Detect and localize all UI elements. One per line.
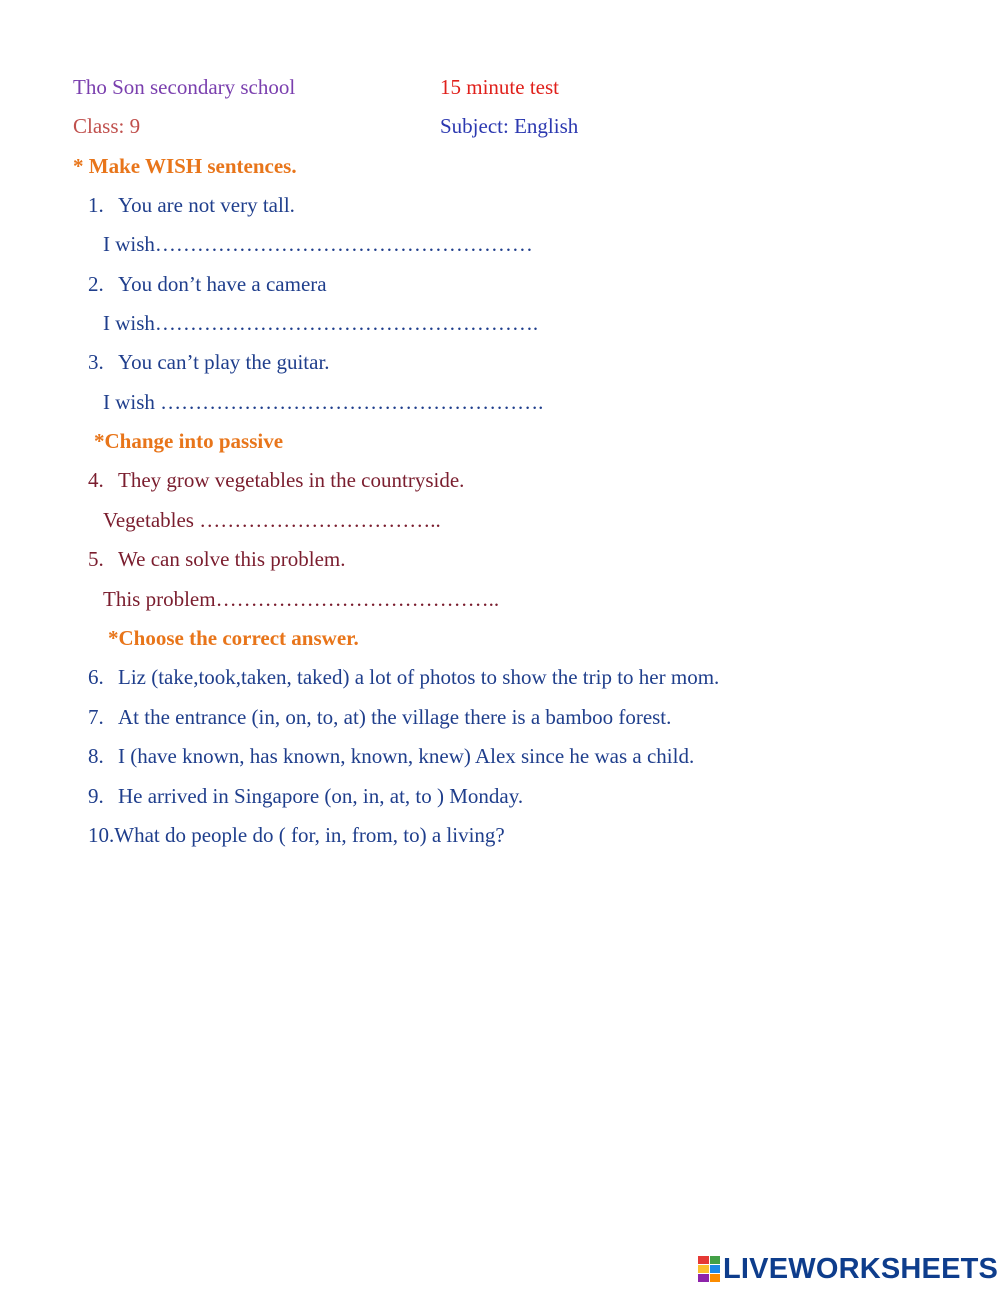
- question-number: 1.: [88, 193, 104, 217]
- question-text: Liz (take,took,taken, taked) a lot of photos to show the trip to her mom.: [118, 665, 720, 689]
- answer-line-1[interactable]: I wish………………………………………………: [103, 232, 533, 256]
- question-2: [88, 272, 327, 296]
- question-number: 4.: [88, 468, 104, 492]
- question-5: [88, 547, 346, 571]
- question-text: We can solve this problem.: [118, 547, 346, 571]
- question-number: 7.: [88, 705, 104, 729]
- logo-blocks-icon: [698, 1256, 720, 1282]
- question-text: At the entrance (in, on, to, at) the village there is a bamboo forest.: [118, 705, 672, 729]
- question-number: 6.: [88, 665, 104, 689]
- question-10: [88, 823, 505, 847]
- question-number: 5.: [88, 547, 104, 571]
- class-label: Class: 9: [73, 114, 141, 138]
- question-number: 9.: [88, 784, 104, 808]
- answer-line-2[interactable]: I wish……………………………………………….: [103, 311, 539, 335]
- question-text: You can’t play the guitar.: [118, 350, 330, 374]
- answer-line-5[interactable]: This problem…………………………………..: [103, 587, 500, 611]
- question-1: [88, 193, 295, 217]
- school-name: Tho Son secondary school: [73, 75, 296, 99]
- question-number: 10.: [88, 823, 115, 847]
- answer-line-3[interactable]: I wish ……………………………………………….: [103, 390, 544, 414]
- question-3: [88, 350, 330, 374]
- question-7: [88, 705, 671, 729]
- question-text: He arrived in Singapore (on, in, at, to ) Monday.: [118, 784, 524, 808]
- section-wish-heading: * Make WISH sentences.: [73, 154, 297, 178]
- question-text: What do people do ( for, in, from, to) a living?: [114, 823, 505, 847]
- subject-label: Subject: English: [440, 114, 579, 138]
- question-number: 8.: [88, 744, 104, 768]
- question-6: [88, 665, 719, 689]
- question-number: 3.: [88, 350, 104, 374]
- question-4: [88, 468, 464, 492]
- question-number: 2.: [88, 272, 104, 296]
- answer-line-4[interactable]: Vegetables ……………………………..: [103, 508, 441, 532]
- section-choose-heading: *Choose the correct answer.: [108, 626, 359, 650]
- question-text: They grow vegetables in the countryside.: [118, 468, 465, 492]
- question-text: You don’t have a camera: [118, 272, 327, 296]
- question-9: [88, 784, 523, 808]
- liveworksheets-logo[interactable]: [698, 1254, 998, 1284]
- question-8: [88, 744, 694, 768]
- question-text: I (have known, has known, known, knew) Alex since he was a child.: [118, 744, 695, 768]
- section-passive-heading: *Change into passive: [94, 429, 284, 453]
- test-title: 15 minute test: [440, 75, 559, 99]
- question-text: You are not very tall.: [118, 193, 295, 217]
- logo-text: LIVEWORKSHEETS: [723, 1252, 999, 1285]
